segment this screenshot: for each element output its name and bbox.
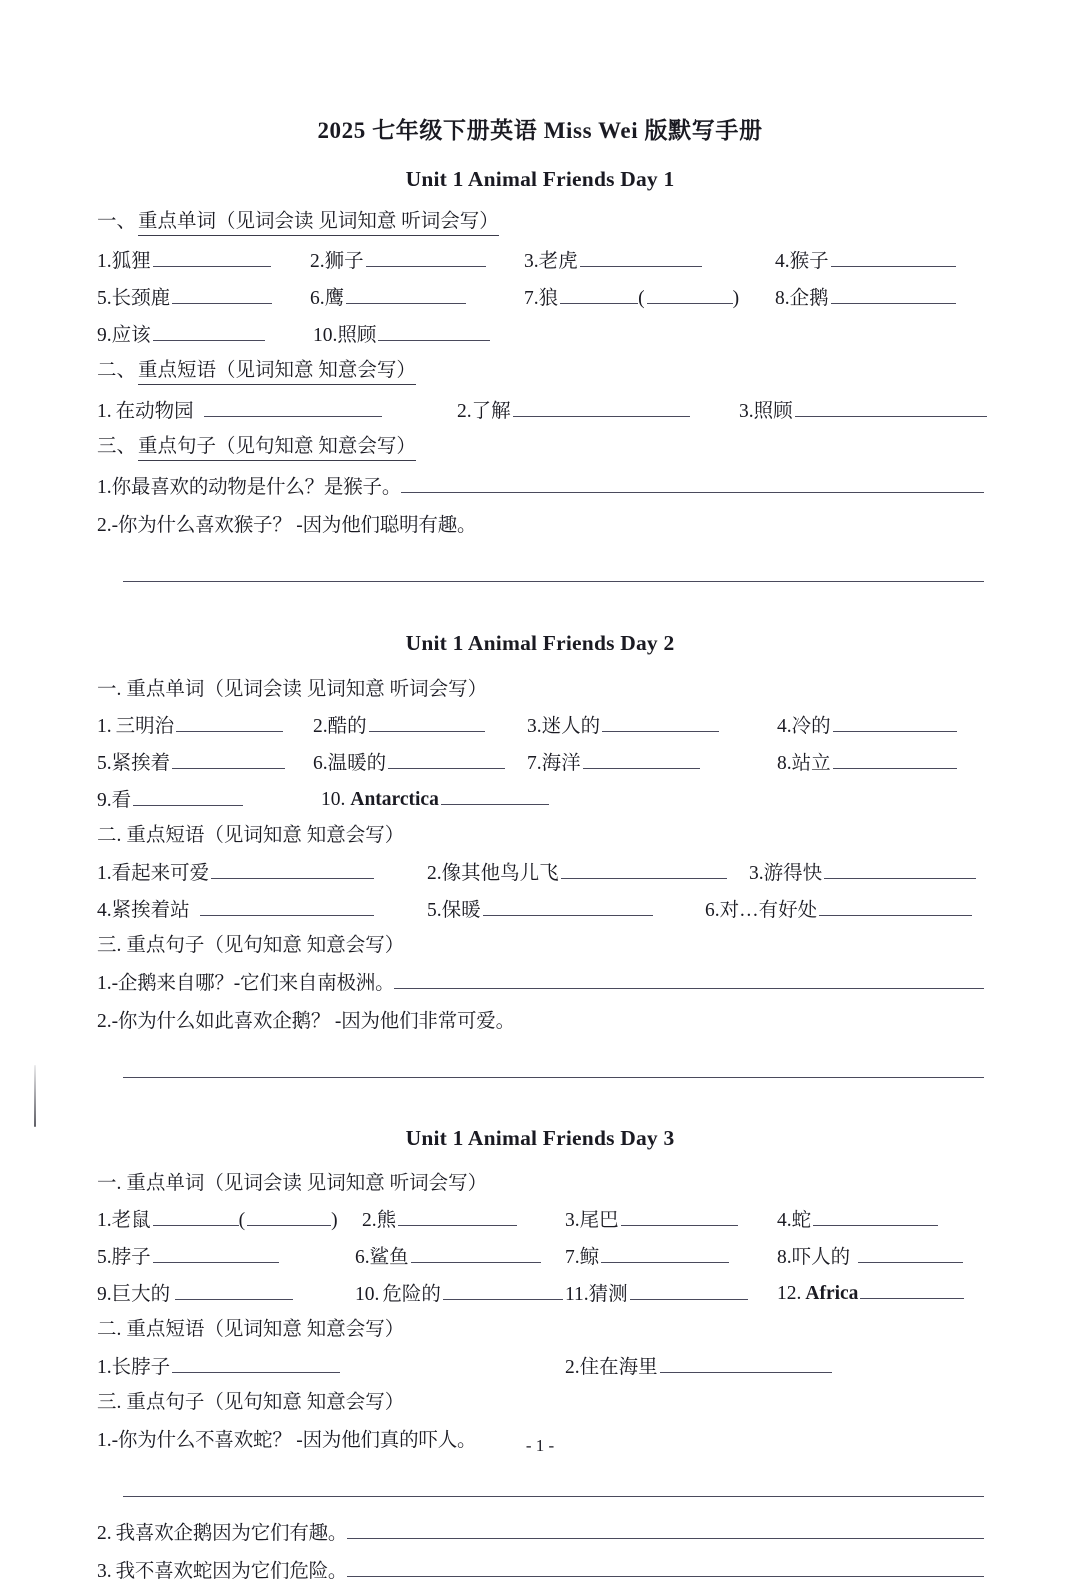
- phrase-number: 2.: [565, 1357, 580, 1378]
- sentence-number: 2.: [97, 1011, 112, 1032]
- word-label: 蛇: [791, 1210, 812, 1231]
- sentence-blank[interactable]: [394, 968, 984, 989]
- word-label: 长颈鹿: [111, 288, 171, 309]
- word-number: 6.: [355, 1247, 370, 1268]
- word-blank[interactable]: [860, 1278, 964, 1299]
- word-label: 站立: [791, 753, 831, 774]
- word-number: 5.: [97, 288, 112, 309]
- word-number: 7.: [524, 288, 539, 309]
- sentence-row-1: [97, 471, 984, 509]
- word-blank[interactable]: [133, 785, 243, 806]
- word-label: 老虎: [538, 251, 578, 272]
- phrase-label: 游得快: [763, 863, 823, 884]
- word-item-3[interactable]: [565, 1204, 738, 1232]
- phrase-number: 6.: [705, 900, 720, 921]
- word-number: 6.: [313, 753, 328, 774]
- phrase-blank[interactable]: [795, 396, 987, 417]
- sentence-blank[interactable]: [347, 1518, 984, 1539]
- word-blank[interactable]: [831, 246, 956, 267]
- sentence-row-2: [97, 1005, 984, 1043]
- word-label: 应该: [111, 325, 151, 346]
- word-blank[interactable]: [411, 1242, 541, 1263]
- section-number: 三.: [97, 1392, 122, 1413]
- phrase-item-1[interactable]: [97, 1351, 340, 1379]
- word-label: 狼: [538, 288, 559, 309]
- phrase-number: 2.: [457, 401, 472, 422]
- phrase-label: 了解: [471, 401, 511, 422]
- word-label: 迷人的: [541, 716, 601, 737]
- phrase-label: 住在海里: [579, 1357, 658, 1378]
- word-label: Antarctica: [350, 789, 439, 811]
- word-label: 吓人的: [791, 1247, 851, 1268]
- phrase-item-3[interactable]: [739, 395, 987, 423]
- section-number: 二.: [97, 1319, 122, 1340]
- phrase-blank[interactable]: [200, 895, 374, 916]
- sentence-blank[interactable]: [401, 472, 984, 493]
- page-number: - 1 -: [525, 1436, 555, 1455]
- word-blank[interactable]: [858, 1242, 963, 1263]
- word-label: 照顾: [337, 325, 377, 346]
- phrase-label: 看起来可爱: [111, 863, 210, 884]
- answer-blank-line[interactable]: [123, 1496, 984, 1497]
- open-paren: (: [238, 1210, 246, 1231]
- section-label: 重点句子（见句知意 知意会写）: [138, 430, 416, 461]
- day-title-2: Unit 1 Animal Friends Day 2: [405, 631, 675, 655]
- section-label: 重点句子（见句知意 知意会写）: [126, 935, 405, 956]
- phrase-item-1[interactable]: [97, 395, 382, 423]
- phrase-label: 长脖子: [111, 1357, 171, 1378]
- word-item-4[interactable]: [777, 1204, 938, 1232]
- phrase-item-5[interactable]: [427, 894, 653, 922]
- word-label: 巨大的: [111, 1284, 171, 1305]
- section-label: 重点句子（见句知意 知意会写）: [126, 1392, 405, 1413]
- word-row: [97, 747, 984, 784]
- word-item-8[interactable]: [775, 282, 956, 310]
- word-number: 2.: [313, 716, 328, 737]
- word-blank[interactable]: [831, 283, 956, 304]
- word-row: [97, 245, 984, 282]
- word-number: 1.: [97, 1210, 112, 1231]
- phrase-blank[interactable]: [819, 895, 972, 916]
- word-blank[interactable]: [601, 1242, 729, 1263]
- section-header-sentences-1: [97, 430, 984, 461]
- word-item-3[interactable]: [527, 710, 719, 738]
- word-item-7[interactable]: [565, 1241, 729, 1269]
- word-number: 8.: [777, 753, 792, 774]
- phrase-blank[interactable]: [660, 1352, 832, 1373]
- phrase-row: [97, 894, 984, 931]
- sentence-text: -你为什么喜欢猴子？ -因为他们聪明有趣。: [111, 515, 477, 536]
- sentence-text: -你为什么如此喜欢企鹅？ -因为他们非常可爱。: [111, 1011, 515, 1032]
- word-label: 熊: [376, 1210, 397, 1231]
- word-label: 脖子: [111, 1247, 151, 1268]
- word-blank[interactable]: [153, 320, 265, 341]
- sentence-number: 2.: [97, 1523, 112, 1544]
- word-item-9[interactable]: [97, 784, 243, 812]
- word-item-2[interactable]: [310, 245, 486, 273]
- phrase-blank[interactable]: [483, 895, 653, 916]
- sentence-text: 我喜欢企鹅因为它们有趣。: [115, 1523, 348, 1544]
- word-row: [97, 1278, 984, 1315]
- word-blank[interactable]: [369, 711, 485, 732]
- phrase-item-2[interactable]: [457, 395, 690, 423]
- word-blank[interactable]: [833, 748, 957, 769]
- word-blank[interactable]: [176, 711, 283, 732]
- word-row: [97, 1204, 984, 1241]
- word-item-10[interactable]: [355, 1278, 563, 1306]
- section-number: 二.: [97, 825, 122, 846]
- sentence-number: 1.: [97, 477, 112, 498]
- phrase-number: 1.: [97, 863, 112, 884]
- word-blank[interactable]: [175, 1279, 293, 1300]
- section-label: 重点单词（见词会读 见词知意 听词会写）: [126, 1173, 488, 1194]
- phrase-blank[interactable]: [211, 858, 374, 879]
- day-2-content: [0, 673, 1080, 1078]
- word-label: 企鹅: [789, 288, 829, 309]
- phrase-item-2[interactable]: [565, 1351, 832, 1379]
- word-label: 看: [111, 790, 132, 811]
- phrase-label: 在动物园: [115, 401, 194, 422]
- open-paren: (: [638, 288, 645, 309]
- phrase-row: [97, 1351, 984, 1388]
- day-title-3: Unit 1 Animal Friends Day 3: [405, 1126, 675, 1150]
- phrase-label: 紧挨着站: [111, 900, 190, 921]
- document-title: 2025 七年级下册英语 Miss Wei 版默写手册: [317, 118, 763, 143]
- phrase-item-1[interactable]: [97, 857, 374, 885]
- word-item-5[interactable]: [97, 282, 272, 310]
- word-blank[interactable]: [172, 283, 272, 304]
- phrase-number: 3.: [749, 863, 764, 884]
- sentence-row-3: [97, 1555, 984, 1593]
- word-blank[interactable]: [153, 246, 271, 267]
- word-item-11[interactable]: [565, 1278, 748, 1306]
- section-label: 重点单词（见词会读 见词知意 听词会写）: [138, 205, 499, 236]
- word-row: [97, 784, 984, 821]
- phrase-blank[interactable]: [824, 858, 976, 879]
- word-label: 温暖的: [327, 753, 387, 774]
- word-number: 3.: [565, 1210, 580, 1231]
- word-row: [97, 319, 984, 356]
- section-label: 重点短语（见词知意 知意会写）: [126, 1319, 405, 1340]
- phrase-number: 3.: [739, 401, 754, 422]
- sentence-row-1: [97, 967, 984, 1005]
- section-header-sentences-2: [97, 929, 984, 957]
- answer-blank-line[interactable]: [123, 581, 984, 582]
- word-blank[interactable]: [153, 1205, 239, 1226]
- section-number: 一.: [97, 1173, 122, 1194]
- sentence-text: -你为什么不喜欢蛇？ -因为他们真的吓人。: [111, 1430, 477, 1451]
- word-number: 10.: [355, 1284, 380, 1305]
- word-row: [97, 282, 984, 319]
- word-item-8[interactable]: [777, 747, 957, 775]
- word-label: 三明治: [115, 716, 175, 737]
- phrase-item-3[interactable]: [749, 857, 976, 885]
- section-label: 重点短语（见词知意 知意会写）: [126, 825, 405, 846]
- sentence-number: 1.: [97, 1430, 112, 1451]
- word-blank[interactable]: [441, 784, 549, 805]
- word-number: 9.: [97, 790, 112, 811]
- word-item-4[interactable]: [777, 710, 957, 738]
- word-blank[interactable]: [813, 1205, 938, 1226]
- word-blank[interactable]: [366, 246, 486, 267]
- word-number: 1.: [97, 716, 112, 737]
- word-number: 4.: [777, 1210, 792, 1231]
- section-number: 一、: [97, 211, 137, 232]
- phrase-blank[interactable]: [204, 396, 382, 417]
- sentence-blank[interactable]: [347, 1556, 984, 1577]
- word-item-7[interactable]: [524, 282, 739, 310]
- word-blank[interactable]: [346, 283, 466, 304]
- phrase-item-2[interactable]: [427, 857, 727, 885]
- day-3-content: [0, 1167, 1080, 1593]
- word-item-9[interactable]: [97, 319, 265, 347]
- word-number: 4.: [775, 251, 790, 272]
- phrase-number: 1.: [97, 1357, 112, 1378]
- section-header-phrases-1: [97, 354, 984, 385]
- phrase-blank[interactable]: [172, 1352, 340, 1373]
- word-label: 冷的: [791, 716, 831, 737]
- word-number: 2.: [310, 251, 325, 272]
- word-number: 6.: [310, 288, 325, 309]
- word-item-5[interactable]: [97, 1241, 279, 1269]
- close-paren: ): [732, 288, 740, 309]
- section-header-phrases-3: [97, 1313, 984, 1341]
- word-blank[interactable]: [630, 1279, 748, 1300]
- word-number: 7.: [565, 1247, 580, 1268]
- word-row: [97, 710, 984, 747]
- word-label: 老鼠: [111, 1210, 151, 1231]
- word-number: 3.: [527, 716, 542, 737]
- word-item-1[interactable]: [97, 245, 271, 273]
- word-blank[interactable]: [833, 711, 957, 732]
- section-label: 重点短语（见词知意 知意会写）: [138, 354, 416, 385]
- word-item-2[interactable]: [313, 710, 485, 738]
- word-number: 12.: [777, 1283, 802, 1305]
- day-title-1: Unit 1 Animal Friends Day 1: [405, 167, 675, 191]
- word-number: 9.: [97, 1284, 112, 1305]
- word-item-1[interactable]: [97, 1204, 338, 1232]
- section-label: 重点单词（见词会读 见词知意 听词会写）: [126, 679, 488, 700]
- section-header-sentences-3: [97, 1386, 984, 1414]
- sentence-text: -企鹅来自哪？-它们来自南极洲。: [111, 973, 395, 994]
- phrase-row: [97, 857, 984, 894]
- word-item-2[interactable]: [362, 1204, 517, 1232]
- sentence-number: 2.: [97, 515, 112, 536]
- phrase-number: 5.: [427, 900, 442, 921]
- phrase-label: 像其他鸟儿飞: [441, 863, 559, 884]
- word-blank[interactable]: [583, 748, 700, 769]
- sentence-number: 3.: [97, 1561, 112, 1582]
- phrase-label: 对…有好处: [719, 900, 818, 921]
- sentence-text: 我不喜欢蛇因为它们危险。: [115, 1561, 348, 1582]
- word-blank[interactable]: [378, 320, 490, 341]
- phrase-blank[interactable]: [513, 396, 690, 417]
- word-row: [97, 1241, 984, 1278]
- word-blank-alt[interactable]: [647, 283, 733, 304]
- word-label: 危险的: [382, 1284, 441, 1305]
- section-header-words-1: [97, 205, 984, 236]
- phrase-label: 保暖: [441, 900, 481, 921]
- word-number: 9.: [97, 325, 112, 346]
- word-number: 5.: [97, 1247, 112, 1268]
- word-label: 酷的: [327, 716, 367, 737]
- word-blank[interactable]: [621, 1205, 738, 1226]
- word-number: 11.: [565, 1284, 589, 1305]
- answer-blank-line[interactable]: [123, 1077, 984, 1078]
- sentence-row-2: [97, 509, 984, 547]
- word-label: 鲨鱼: [369, 1247, 409, 1268]
- word-number: 10.: [313, 325, 338, 346]
- word-label: 紧挨着: [111, 753, 171, 774]
- section-number: 一.: [97, 679, 122, 700]
- word-label: 猜测: [588, 1284, 628, 1305]
- word-item-7[interactable]: [527, 747, 700, 775]
- word-item-6[interactable]: [313, 747, 505, 775]
- section-header-phrases-2: [97, 819, 984, 847]
- phrase-number: 4.: [97, 900, 112, 921]
- word-item-10[interactable]: [313, 319, 490, 347]
- word-blank-alt[interactable]: [247, 1205, 331, 1226]
- word-item-6[interactable]: [355, 1241, 541, 1269]
- phrase-blank[interactable]: [561, 858, 727, 879]
- sentence-number: 1.: [97, 973, 112, 994]
- phrase-item-4[interactable]: [97, 894, 374, 922]
- phrase-number: 1.: [97, 401, 112, 422]
- section-header-words-3: [97, 1167, 984, 1195]
- close-paren: ): [331, 1210, 338, 1231]
- word-blank[interactable]: [443, 1279, 563, 1300]
- word-item-10[interactable]: [321, 784, 549, 811]
- word-blank[interactable]: [153, 1242, 279, 1263]
- day-1-content: [0, 205, 1080, 582]
- word-number: 8.: [775, 288, 790, 309]
- word-number: 7.: [527, 753, 542, 774]
- sentence-row-2: [97, 1517, 984, 1555]
- word-number: 10.: [321, 789, 346, 811]
- section-number: 三.: [97, 935, 122, 956]
- word-label: 海洋: [541, 753, 581, 774]
- section-number: 二、: [97, 360, 137, 381]
- word-blank[interactable]: [388, 748, 505, 769]
- word-number: 4.: [777, 716, 792, 737]
- word-item-5[interactable]: [97, 747, 285, 775]
- word-item-9[interactable]: [97, 1278, 293, 1306]
- word-number: 5.: [97, 753, 112, 774]
- word-blank[interactable]: [398, 1205, 517, 1226]
- word-label: 鲸: [579, 1247, 600, 1268]
- word-blank[interactable]: [602, 711, 719, 732]
- word-item-12[interactable]: [777, 1278, 964, 1305]
- word-item-1[interactable]: [97, 710, 283, 738]
- sentence-text: 你最喜欢的动物是什么？是猴子。: [111, 477, 402, 498]
- word-item-3[interactable]: [524, 245, 702, 273]
- phrase-row: [97, 395, 984, 432]
- word-number: 2.: [362, 1210, 377, 1231]
- word-blank[interactable]: [172, 748, 285, 769]
- word-label: Africa: [805, 1283, 859, 1305]
- word-label: 猴子: [789, 251, 829, 272]
- word-item-8[interactable]: [777, 1241, 963, 1269]
- word-number: 1.: [97, 251, 112, 272]
- word-label: 尾巴: [579, 1210, 619, 1231]
- phrase-label: 照顾: [753, 401, 793, 422]
- word-blank[interactable]: [560, 283, 638, 304]
- word-number: 3.: [524, 251, 539, 272]
- word-blank[interactable]: [580, 246, 702, 267]
- word-number: 8.: [777, 1247, 792, 1268]
- scan-artifact-mark: [34, 1065, 36, 1127]
- section-header-words-2: [97, 673, 984, 701]
- word-item-4[interactable]: [775, 245, 956, 273]
- phrase-number: 2.: [427, 863, 442, 884]
- phrase-item-6[interactable]: [705, 894, 972, 922]
- word-label: 狐狸: [111, 251, 151, 272]
- word-item-6[interactable]: [310, 282, 466, 310]
- word-label: 狮子: [324, 251, 364, 272]
- section-number: 三、: [97, 436, 137, 457]
- word-label: 鹰: [324, 288, 345, 309]
